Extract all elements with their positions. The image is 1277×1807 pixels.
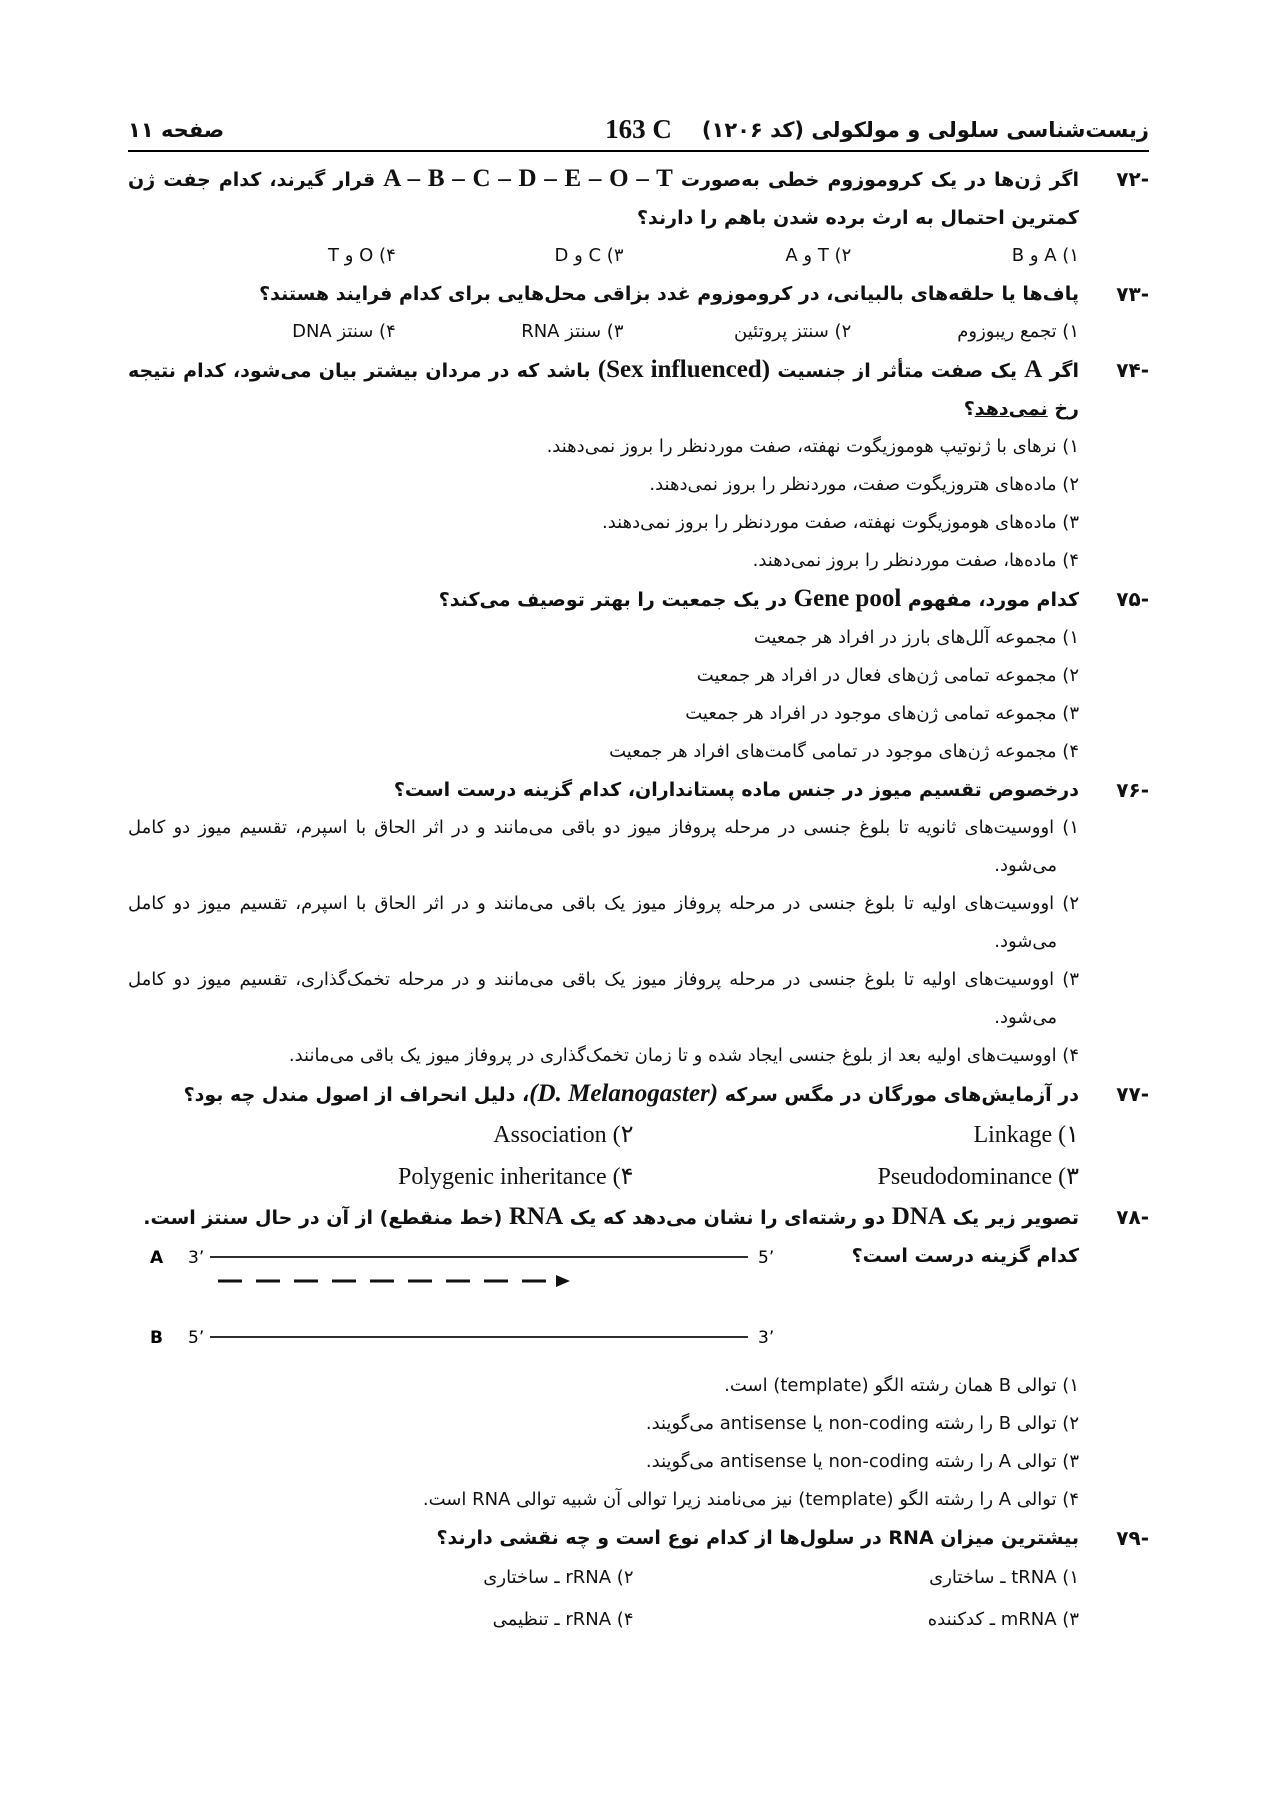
option-4[interactable]: ۴) مجموعه ژن‌های موجود در تمامی گامت‌های افراد هر جمعیت xyxy=(609,741,1079,762)
option-4[interactable]: ۴) rRNA ـ تنظیمی xyxy=(492,1609,634,1630)
trait-symbol: A xyxy=(1024,356,1043,383)
strand-b-right-end: 3’ xyxy=(758,1328,775,1348)
stem-text: قرار گیرند، کدام جفت ژن کمترین احتمال به ارث برده شدن باهم را دارند؟ xyxy=(128,169,1079,229)
strand-a-label: A xyxy=(150,1248,164,1268)
stem-text: دو رشته‌ای را نشان می‌دهد که یک xyxy=(563,1207,892,1229)
english-term: Gene pool xyxy=(793,585,902,612)
stem-text: باشد که در مردان بیشتر بیان می‌شود، کدام نتیجه رخ xyxy=(128,360,1079,420)
stem-text: اگر ژن‌ها در یک کروموزوم خطی به‌صورت xyxy=(672,169,1079,191)
option-4[interactable]: ۴) توالی A را رشته الگو (template) نیز می‌نامند زیرا توالی آن شبیه توالی RNA است. xyxy=(422,1489,1079,1510)
question-stem xyxy=(128,351,1079,428)
page-header xyxy=(128,114,1149,154)
question-77 xyxy=(128,1075,1149,1198)
option-1[interactable]: ۱) tRNA ـ ساختاری xyxy=(929,1567,1079,1588)
option-4[interactable]: ۴) ماده‌ها، صفت موردنظر را بروز نمی‌دهند. xyxy=(752,550,1079,571)
question-number: -۷۷ xyxy=(1116,1082,1149,1106)
option-3[interactable]: ۳) مجموعه تمامی ژن‌های موجود در افراد هر جمعیت xyxy=(685,703,1079,724)
question-stem: بیشترین میزان RNA در سلول‌ها از کدام نوع است و چه نقشی دارند؟ xyxy=(436,1527,1079,1549)
question-number: -۷۲ xyxy=(1116,167,1149,191)
option-1[interactable]: ۱) توالی B همان رشته الگو (template) است. xyxy=(724,1375,1079,1396)
header-rule xyxy=(128,150,1149,152)
option-1[interactable]: ۱) تجمع ریبوزوم xyxy=(957,321,1079,342)
strand-a-left-end: 3’ xyxy=(188,1248,205,1268)
question-stem: پاف‌ها یا حلقه‌های بالبیانی، در کروموزوم غدد بزاقی محل‌هایی برای کدام فرایند هستند؟ xyxy=(259,283,1079,305)
english-term: (Sex influenced) xyxy=(597,356,771,383)
stem-text: در آزمایش‌های مورگان در مگس سرکه xyxy=(718,1084,1079,1106)
option-3[interactable]: ۳) توالی A را رشته non-coding یا antisense می‌گویند. xyxy=(645,1451,1079,1472)
question-stem xyxy=(128,1198,1079,1237)
question-78 xyxy=(128,1198,1149,1519)
term-rna: RNA xyxy=(508,1203,564,1230)
header-page-number: صفحه ۱۱ xyxy=(128,118,225,142)
options-row xyxy=(128,237,1079,275)
question-number: -۷۸ xyxy=(1116,1205,1149,1229)
option-2[interactable]: ۲) سنتز پروتئین xyxy=(734,321,852,342)
strand-b-label: B xyxy=(150,1328,163,1348)
stem-text: کدام مورد، مفهوم xyxy=(901,589,1079,611)
dna-diagram xyxy=(128,1237,1079,1367)
header-title: زیست‌شناسی سلولی و مولکولی (کد ۱۲۰۶) xyxy=(701,118,1149,142)
stem-text: ، دلیل انحراف از اصول مندل چه بود؟ xyxy=(183,1084,530,1106)
option-1[interactable]: ۱) A و B xyxy=(1011,245,1079,266)
option-2[interactable]: ۲) ماده‌های هتروزیگوت صفت، موردنظر را بروز نمی‌دهند. xyxy=(649,474,1079,495)
gene-sequence: A – B – C – D – E – O – T xyxy=(383,165,673,192)
question-79 xyxy=(128,1519,1149,1641)
option-3[interactable]: ۳) C و D xyxy=(554,245,624,266)
question-73 xyxy=(128,275,1149,351)
option-4[interactable]: ۴) سنتز DNA xyxy=(292,321,396,342)
question-72 xyxy=(128,160,1149,275)
option-3[interactable]: ۳) Pseudodominance xyxy=(877,1164,1079,1190)
stem-text: تصویر زیر یک xyxy=(945,1207,1079,1229)
dna-strands-figure xyxy=(150,1241,938,1361)
option-3[interactable]: ۳) ماده‌های هوموزیگوت نهفته، صفت موردنظر را بروز نمی‌دهند. xyxy=(602,512,1079,533)
option-4[interactable]: ۴) Polygenic inheritance xyxy=(398,1164,634,1190)
stem-text: یک صفت متأثر از جنسیت xyxy=(770,360,1025,382)
option-3[interactable]: ۳) سنتز RNA xyxy=(521,321,624,342)
stem-text: (خط منقطع) از آن در حال سنتز است. xyxy=(143,1207,509,1229)
term-dna: DNA xyxy=(891,1203,946,1230)
stem-text: در یک جمعیت را بهتر توصیف می‌کند؟ xyxy=(438,589,794,611)
option-2[interactable]: ۲) مجموعه تمامی ژن‌های فعال در افراد هر جمعیت xyxy=(696,665,1079,686)
question-number: -۷۶ xyxy=(1116,778,1149,802)
question-76 xyxy=(128,771,1149,1075)
option-2[interactable]: ۲) اووسیت‌های اولیه تا بلوغ جنسی در مرحله پروفاز میوز یک باقی می‌مانند و در اثر الحاق با اسپرم، تقسیم میوز دو کامل می‌شود. xyxy=(128,893,1079,952)
option-1[interactable]: ۱) نرهای با ژنوتیپ هوموزیگوت نهفته، صفت موردنظر را بروز نمی‌دهند. xyxy=(546,436,1079,457)
option-2[interactable]: ۲) توالی B را رشته non-coding یا antisense می‌گویند. xyxy=(645,1413,1079,1434)
option-1[interactable]: ۱) اووسیت‌های ثانویه تا بلوغ جنسی در مرحله پروفاز میوز دو باقی می‌مانند و در اثر الحاق با اسپرم، تقسیم میوز دو کامل می‌شود. xyxy=(128,817,1079,876)
options-row xyxy=(128,313,1079,351)
question-stem-cont: کدام گزینه درست است؟ xyxy=(851,1245,1079,1267)
option-1[interactable]: ۱) مجموعه آلل‌های بارز در افراد هر جمعیت xyxy=(753,627,1079,648)
strand-b-left-end: 5’ xyxy=(188,1328,205,1348)
option-4[interactable]: ۴) اووسیت‌های اولیه بعد از بلوغ جنسی ایجاد شده و تا زمان تخمک‌گذاری در پروفاز میوز یک باقی می‌مانند. xyxy=(288,1045,1079,1066)
question-75 xyxy=(128,580,1149,771)
header-code: 163 C xyxy=(605,114,672,144)
option-3[interactable]: ۳) mRNA ـ کدکننده xyxy=(927,1609,1079,1630)
question-number: -۷۹ xyxy=(1116,1526,1149,1550)
options-grid xyxy=(128,1557,1079,1641)
option-3[interactable]: ۳) اووسیت‌های اولیه تا بلوغ جنسی در مرحله پروفاز میوز یک باقی می‌مانند و در مرحله تخمک‌گذاری، تقسیم میوز دو کامل می‌شود. xyxy=(128,969,1079,1028)
question-stem xyxy=(128,580,1079,619)
option-2[interactable]: ۲) Association xyxy=(493,1122,634,1148)
option-2[interactable]: ۲) T و A xyxy=(785,245,852,266)
option-4[interactable]: ۴) O و T xyxy=(328,245,396,266)
question-number: -۷۵ xyxy=(1116,587,1149,611)
question-number: -۷۴ xyxy=(1116,358,1149,382)
option-2[interactable]: ۲) rRNA ـ ساختاری xyxy=(483,1567,634,1588)
question-number: -۷۳ xyxy=(1116,282,1149,306)
questions xyxy=(128,160,1149,1641)
rna-arrowhead xyxy=(556,1275,570,1287)
question-stem xyxy=(128,160,1079,237)
option-1[interactable]: ۱) Linkage xyxy=(973,1122,1079,1148)
stem-text: ؟ xyxy=(963,398,975,420)
question-74 xyxy=(128,351,1149,580)
options-grid xyxy=(128,1114,1079,1198)
question-stem xyxy=(128,1075,1079,1114)
question-stem: درخصوص تقسیم میوز در جنس ماده پستانداران، کدام گزینه درست است؟ xyxy=(393,779,1079,801)
species-name: (D. Melanogaster) xyxy=(529,1080,719,1107)
underlined-word: نمی‌دهد xyxy=(974,398,1048,420)
strand-a-right-end: 5’ xyxy=(758,1248,775,1268)
stem-text: اگر xyxy=(1042,360,1079,382)
